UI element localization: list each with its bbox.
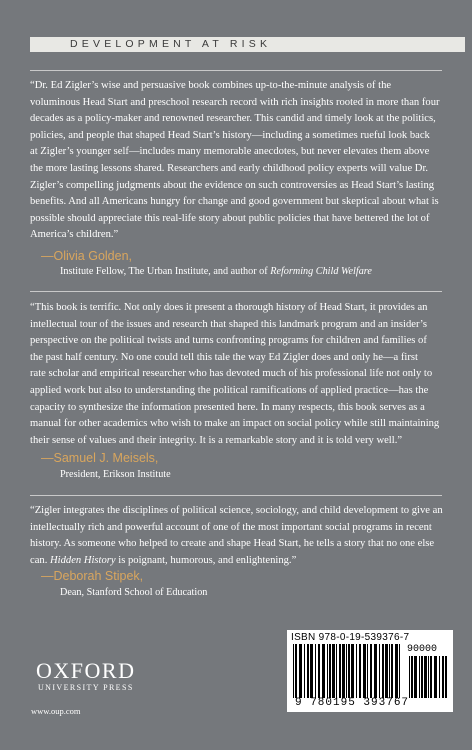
- quote-line: the more lasting lessons shared. Researchers and early childhood policy experts will value Dr.: [30, 162, 429, 174]
- quote-line: “Dr. Ed Zigler’s wise and persuasive book combines up-to-the-minute analysis of the: [30, 80, 392, 91]
- barcode-bar: [359, 644, 361, 698]
- barcode-bar: [310, 644, 313, 698]
- barcode-bar: [346, 644, 347, 698]
- book-title: Hidden History: [50, 554, 116, 566]
- barcode-bar: [421, 656, 423, 698]
- barcode-bar: [307, 644, 309, 698]
- barcode: [287, 630, 453, 712]
- blurb-stipek-quote: [30, 503, 455, 569]
- barcode-bar: [339, 644, 341, 698]
- barcode-bar: [293, 644, 294, 698]
- quote-line: Zigler’s compelling judgments about the evidence on such controversies as Head Start’s lasting: [30, 179, 435, 191]
- university-press-label: UNIVERSITY PRESS: [38, 683, 134, 692]
- quote-line: benefits. And all Americans hungry for change and good government but skeptical about what is: [30, 196, 439, 208]
- quote-line: their sense of values and their integrity. It is a remarkable story and it is told very well.”: [30, 434, 403, 446]
- barcode-bar: [409, 656, 410, 698]
- quote-line: at Zigler’s younger self—includes many memorable anecdotes, but never elevates them above: [30, 146, 430, 158]
- quote-line: “This book is terrific. Not only does it present a thorough history of Head Start, it provides an: [30, 302, 428, 313]
- addon-barcode-bars: [409, 656, 447, 698]
- barcode-bar: [382, 644, 384, 698]
- quote-line: America’s children.”: [30, 229, 119, 241]
- barcode-bar: [434, 656, 437, 698]
- divider: [30, 291, 442, 292]
- ean-digits: 9 780195 393767: [295, 697, 410, 709]
- barcode-bar: [351, 644, 354, 698]
- series-banner: [30, 37, 465, 52]
- series-title: DEVELOPMENT AT RISK: [70, 38, 272, 50]
- isbn-label: ISBN 978-0-19-539376-7: [291, 632, 410, 643]
- barcode-bar: [342, 644, 345, 698]
- quote-line: intellectually rich and powerful account of one of the most important social programs in recent: [30, 521, 432, 533]
- barcode-bar: [428, 656, 429, 698]
- barcode-bar: [385, 644, 388, 698]
- barcode-bar: [318, 644, 320, 698]
- barcode-bar: [327, 644, 328, 698]
- barcode-bar: [332, 644, 335, 698]
- barcode-bar: [442, 656, 444, 698]
- book-title: Reforming Child Welfare: [270, 266, 372, 277]
- blurb-golden-affiliation: Institute Fellow, The Urban Institute, and author of Reforming Child Welfare: [60, 266, 372, 277]
- quote-line: the past half century. No one could tell this tale the way Ed Zigler does and only he—a first: [30, 351, 418, 363]
- barcode-bar: [367, 644, 368, 698]
- barcode-bar: [430, 656, 432, 698]
- barcode-bar: [304, 644, 305, 698]
- barcode-bar: [295, 644, 297, 698]
- barcode-bar: [329, 644, 331, 698]
- addon-digits: 90000: [407, 644, 438, 655]
- quote-line: voluminous Head Start and preschool research record with rich insights rooted in more than four: [30, 96, 440, 108]
- quote-line: “Zigler integrates the disciplines of political science, sociology, and child development to give an: [30, 505, 443, 516]
- barcode-bar: [389, 644, 390, 698]
- barcode-bar: [424, 656, 427, 698]
- quote-line: manual for other academics who wish to make an impact on social policy while still maintaining: [30, 418, 440, 430]
- divider: [30, 495, 442, 496]
- quote-line: decades as a policy-maker and renowned researcher. This candid and timely look at the politics,: [30, 113, 436, 125]
- quote-line: perspective on the political twists and turns confronting programs for children and families of: [30, 335, 427, 347]
- barcode-bar: [445, 656, 447, 698]
- barcode-bar: [315, 644, 316, 698]
- barcode-bar: [419, 656, 420, 698]
- barcode-bar: [348, 644, 350, 698]
- blurb-golden-name: —Olivia Golden,: [41, 249, 133, 263]
- quote-line: policies, and people that shaped Head Start’s history—including a sometimes rueful look back: [30, 129, 430, 141]
- blurb-stipek-affiliation: Dean, Stanford School of Education: [60, 587, 208, 598]
- blurb-meisels-affiliation: President, Erikson Institute: [60, 469, 171, 480]
- barcode-bar: [356, 644, 357, 698]
- barcode-bar: [322, 644, 325, 698]
- barcode-bar: [414, 656, 417, 698]
- barcode-bar: [391, 644, 393, 698]
- barcode-bar: [363, 644, 366, 698]
- quote-line: intellectual tour of the issues and research that shaped this landmark program and an insider’s: [30, 318, 427, 330]
- quote-line: capacity to synthesize the information presented here. In many respects, this book serves as a: [30, 401, 425, 413]
- barcode-bar: [395, 644, 398, 698]
- quote-line: applied work but also to understanding the political ramifications of applied practice—has the: [30, 384, 429, 396]
- barcode-bar: [399, 644, 400, 698]
- oxford-logo: OXFORD: [36, 658, 136, 683]
- quote-line: history. As someone who helped to create and shape Head Start, he tells a story that no one else: [30, 538, 435, 550]
- barcode-bar: [439, 656, 440, 698]
- barcode-bar: [374, 644, 377, 698]
- barcode-bar: [411, 656, 413, 698]
- barcode-bar: [370, 644, 372, 698]
- quote-line: can. Hidden History is poignant, humorous, and enlightening.”: [30, 554, 297, 566]
- barcode-bar: [299, 644, 302, 698]
- barcode-bar: [379, 644, 380, 698]
- publisher-url: www.oup.com: [31, 706, 81, 716]
- blurb-golden-quote: [30, 78, 455, 244]
- blurb-meisels-name: —Samuel J. Meisels,: [41, 451, 159, 465]
- blurb-meisels-quote: [30, 300, 455, 449]
- blurb-stipek-name: —Deborah Stipek,: [41, 569, 144, 583]
- quote-line: possible should appreciate this real-life story about public policies that have bettered the lot of: [30, 212, 430, 224]
- quote-line: rate scholar and empirical researcher who has devoted much of his professional life not only to: [30, 368, 433, 380]
- barcode-bar: [336, 644, 337, 698]
- ean-barcode-bars: [293, 644, 401, 698]
- divider-top: [30, 70, 442, 71]
